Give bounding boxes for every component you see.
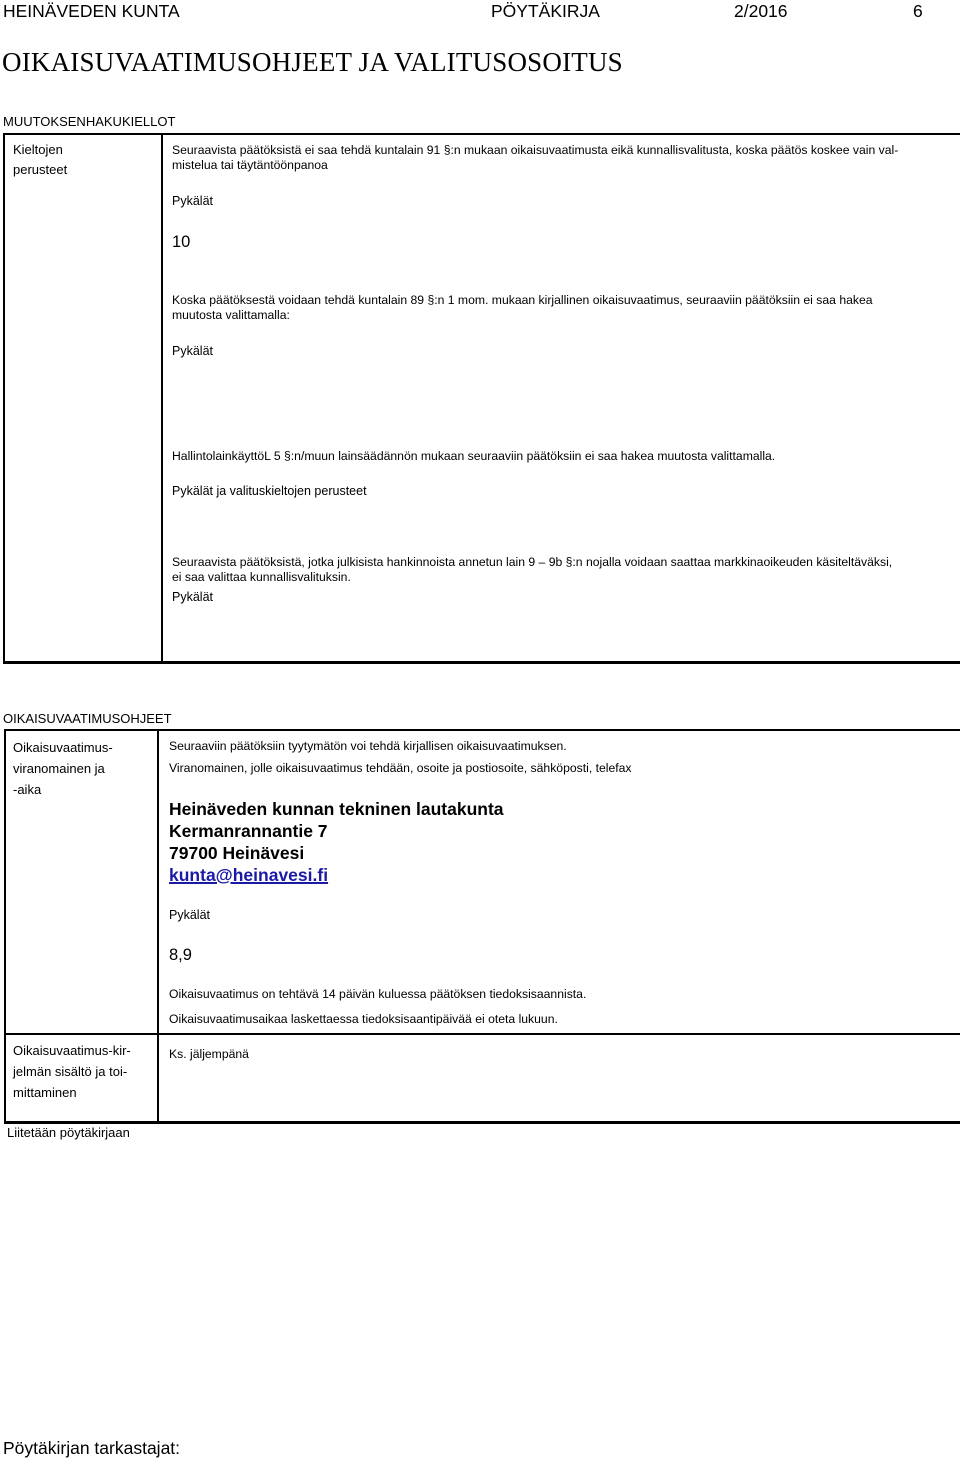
pykalat-label-2: Pykälät bbox=[172, 344, 213, 358]
pykalat-value-1: 10 bbox=[172, 233, 191, 251]
authority-city: 79700 Heinävesi bbox=[169, 843, 305, 863]
table-row-divider bbox=[4, 1033, 960, 1035]
document-number: 2/2016 bbox=[734, 1, 788, 21]
pykalat-label-4: Pykälät bbox=[172, 590, 213, 604]
table-divider bbox=[157, 729, 159, 1124]
side-label-authority-and-time: Oikaisuvaatimus- viranomainen ja -aika bbox=[13, 740, 113, 797]
ban-paragraph-3: HallintolainkäyttöL 5 §:n/muun lainsäädännön mukaan seuraaviin päätöksiin ei saa hakea muutosta valittamalla. bbox=[172, 449, 776, 463]
inspectors-label: Pöytäkirjan tarkastajat: bbox=[3, 1438, 181, 1458]
authority-street: Kermanrannantie 7 bbox=[169, 821, 328, 841]
authority-email-link[interactable]: kunta@heinavesi.fi bbox=[169, 865, 329, 885]
ban-paragraph-4: Seuraavista päätöksistä, jotka julkisista hankinnoista annetun lain 9 – 9b §:n nojalla voidaan saattaa markkinaoikeuden käsiteltäväksi, ei saa valittaa kunnallisvalituksin. bbox=[172, 555, 893, 584]
deadline-note: Oikaisuvaatimusaikaa laskettaessa tiedoksisaantipäivää ei oteta lukuun. bbox=[169, 1012, 558, 1026]
pykalat-label-5: Pykälät bbox=[169, 908, 210, 922]
authority-description: Viranomainen, jolle oikaisuvaatimus tehdään, osoite ja postiosoite, sähköposti, telefax bbox=[169, 761, 632, 775]
municipality-name: HEINÄVEDEN KUNTA bbox=[3, 1, 180, 21]
attach-note: Liitetään pöytäkirjaan bbox=[7, 1125, 130, 1140]
section-heading-appeal-bans: MUUTOKSENHAKUKIELLOT bbox=[3, 114, 176, 129]
page-number: 6 bbox=[913, 1, 923, 21]
ban-paragraph-1: Seuraavista päätöksistä ei saa tehdä kuntalain 91 §:n mukaan oikaisuvaatimusta eikä kunnallisvalitusta, koska päätös koskee vain val- mistelua tai täytäntöönpanoa bbox=[172, 143, 899, 172]
see-below-text: Ks. jäljempänä bbox=[169, 1047, 249, 1061]
pykalat-value-5: 8,9 bbox=[169, 946, 192, 964]
document-title: OIKAISUVAATIMUSOHJEET JA VALITUSOSOITUS bbox=[2, 47, 623, 77]
table-divider bbox=[161, 133, 163, 664]
section-heading-rectification: OIKAISUVAATIMUSOHJEET bbox=[3, 711, 172, 726]
rectification-table bbox=[4, 729, 960, 1124]
rectification-intro: Seuraaviin päätöksiin tyytymätön voi tehdä kirjallisen oikaisuvaatimuksen. bbox=[169, 739, 567, 753]
authority-address-block bbox=[169, 798, 504, 886]
side-label-content-and-delivery: Oikaisuvaatimus-kir- jelmän sisältö ja toi- mittaminen bbox=[13, 1043, 131, 1100]
deadline-text: Oikaisuvaatimus on tehtävä 14 päivän kuluessa päätöksen tiedoksisaannista. bbox=[169, 987, 587, 1001]
pykalat-label-1: Pykälät bbox=[172, 194, 213, 208]
document-type: PÖYTÄKIRJA bbox=[491, 1, 600, 21]
ban-paragraph-2: Koska päätöksestä voidaan tehdä kuntalain 89 §:n 1 mom. mukaan kirjallinen oikaisuvaatimus, seuraaviin päätöksiin ei saa hakea muutosta valittamalla: bbox=[172, 293, 873, 322]
pykalat-label-3: Pykälät ja valituskieltojen perusteet bbox=[172, 484, 367, 498]
side-label-ban-grounds: Kieltojen perusteet bbox=[13, 142, 68, 177]
authority-name: Heinäveden kunnan tekninen lautakunta bbox=[169, 799, 504, 819]
